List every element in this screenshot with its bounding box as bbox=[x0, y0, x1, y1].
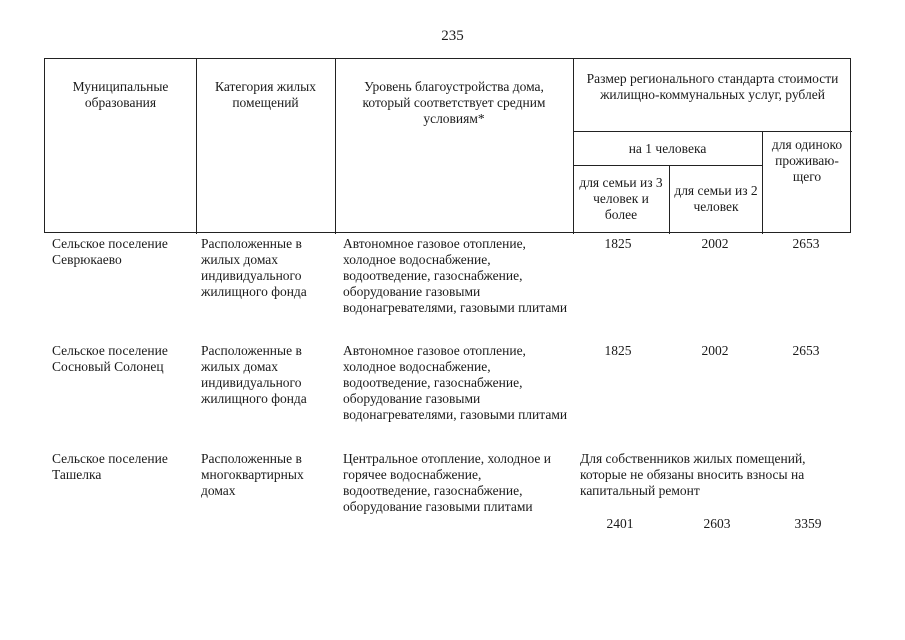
table-header bbox=[44, 58, 851, 233]
row-value-family2: 2002 bbox=[701, 343, 729, 358]
row-category: Расположенные в жилых домах индивидуального жилищного фонда bbox=[201, 343, 307, 406]
divider bbox=[762, 131, 763, 234]
row-value-family3: 1825 bbox=[604, 343, 632, 358]
divider bbox=[573, 131, 852, 132]
divider bbox=[573, 165, 762, 166]
row-level: Автономное газовое отопление, холодное водоснабжение, водоотведение, газоснабжение, оборудование газовыми водонагревателями, газовыми плитами bbox=[343, 343, 568, 422]
row-category: Расположенные в жилых домах индивидуального жилищного фонда bbox=[201, 236, 307, 299]
row-note: Для собственников жилых помещений, которые не обязаны вносить взносы на капитальный ремонт bbox=[580, 451, 806, 498]
divider bbox=[573, 59, 574, 234]
header-category: Категория жилых помещений bbox=[215, 79, 316, 110]
header-family2: для семьи из 2 человек bbox=[674, 183, 758, 214]
row-value-single: 2653 bbox=[792, 236, 820, 251]
row-level: Автономное газовое отопление, холодное водоснабжение, водоотведение, газоснабжение, оборудование газовыми водонагревателями, газовыми плитами bbox=[343, 236, 568, 315]
row-value-family2: 2603 bbox=[703, 516, 731, 531]
row-value-single: 2653 bbox=[792, 343, 820, 358]
header-single: для одиноко проживаю-щего bbox=[771, 137, 843, 184]
row-municipal: Сельское поселение Севрюкаево bbox=[52, 236, 168, 267]
row-category: Расположенные в многоквартирных домах bbox=[201, 451, 304, 498]
page-number: 235 bbox=[441, 28, 464, 44]
row-value-family3: 1825 bbox=[604, 236, 632, 251]
row-level: Центральное отопление, холодное и горячее водоснабжение, водоотведение, газоснабжение, оборудование газовыми плитами bbox=[343, 451, 551, 514]
row-value-family3: 2401 bbox=[606, 516, 634, 531]
header-family3: для семьи из 3 человек и более bbox=[579, 175, 663, 222]
header-level: Уровень благоустройства дома, который соответствует средним условиям* bbox=[362, 79, 546, 126]
row-municipal: Сельское поселение Сосновый Солонец bbox=[52, 343, 168, 374]
divider bbox=[669, 165, 670, 234]
header-municipal: Муниципальные образования bbox=[72, 79, 169, 110]
header-per-person: на 1 человека bbox=[628, 141, 707, 156]
row-value-family2: 2002 bbox=[701, 236, 729, 251]
row-municipal: Сельское поселение Ташелка bbox=[52, 451, 168, 482]
header-size: Размер регионального стандарта стоимости жилищно-коммунальных услуг, рублей bbox=[586, 71, 839, 102]
divider bbox=[335, 59, 336, 234]
divider bbox=[196, 59, 197, 234]
row-value-single: 3359 bbox=[794, 516, 822, 531]
